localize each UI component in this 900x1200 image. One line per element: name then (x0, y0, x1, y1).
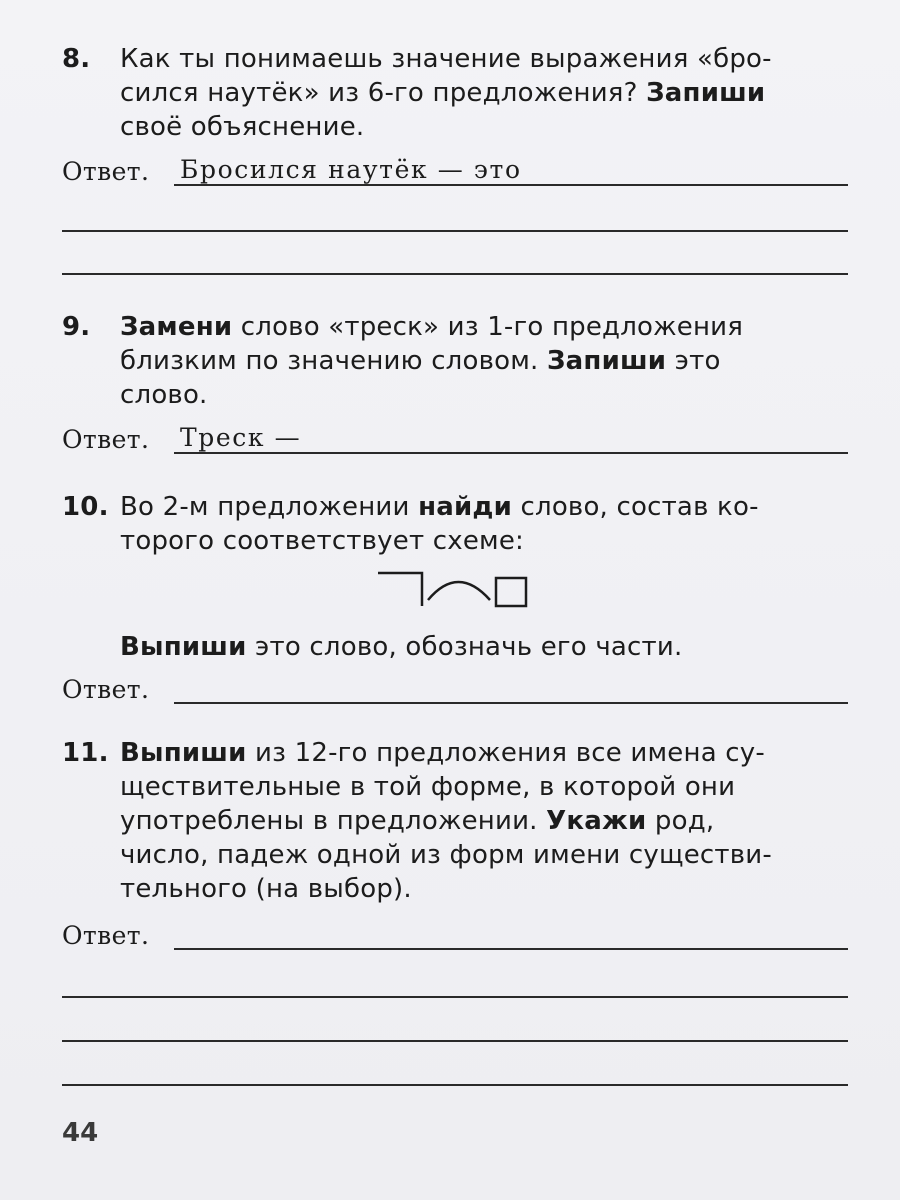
task-verb: Выпиши (120, 632, 247, 662)
answer-line[interactable] (62, 273, 848, 275)
answer-row (62, 916, 848, 956)
answer-text: Треск — (180, 423, 302, 452)
task-text-part: из 12-го предложения все имена су- (246, 738, 765, 768)
task-verb: Выпиши (120, 738, 247, 768)
answer-line[interactable] (174, 947, 848, 950)
task-text (120, 76, 848, 110)
task-text: своё объяснение. (120, 112, 365, 142)
answer-text: Бросился наутёк — это (180, 155, 522, 184)
task-verb: Запиши (646, 78, 766, 108)
task-text-part: Во 2-м предложении (120, 492, 419, 522)
task-text: слово. (120, 380, 208, 410)
answer-line[interactable] (62, 1040, 848, 1042)
task-text-part: слово «треск» из 1-го предложения (232, 312, 744, 342)
task-8 (62, 42, 848, 144)
task-text (120, 804, 848, 838)
task-text (120, 736, 848, 770)
word-structure-scheme (376, 570, 536, 614)
answer-row (62, 152, 848, 192)
root-arc (428, 582, 490, 600)
page-number: 44 (62, 1118, 99, 1148)
task-text-part: сился наутёк» из 6-го предложения? (120, 78, 647, 108)
task-text-part: близким по значению словом. (120, 346, 547, 376)
answer-line[interactable] (62, 230, 848, 232)
task-verb: Запиши (546, 346, 667, 376)
task-text-part: слово, состав ко- (512, 492, 759, 522)
task-number: 11. (62, 738, 109, 768)
ending-box (496, 578, 526, 606)
task-text: торого соответствует схеме: (120, 526, 525, 556)
answer-label: Ответ. (62, 157, 150, 186)
task-text (120, 310, 848, 344)
task-text-part: род, (646, 806, 715, 836)
task-text (120, 490, 848, 524)
answer-line[interactable] (62, 996, 848, 998)
task-10 (62, 490, 848, 558)
answer-label: Ответ. (62, 675, 150, 704)
answer-row (62, 420, 848, 460)
task-verb: Замени (120, 312, 233, 342)
answer-row (62, 670, 848, 710)
task-number: 10. (62, 492, 109, 522)
answer-line[interactable] (174, 701, 848, 704)
answer-line[interactable] (62, 1084, 848, 1086)
task-text (120, 344, 848, 378)
task-11 (62, 736, 848, 906)
task-text: ществительные в той форме, в которой они (120, 772, 736, 802)
answer-label: Ответ. (62, 921, 150, 950)
task-text-part: употреблены в предложении. (120, 806, 547, 836)
task-text: Как ты понимаешь значение выражения «бро- (120, 44, 772, 74)
task-text: тельного (на выбор). (120, 874, 412, 904)
task-verb: найди (418, 492, 513, 522)
task-9 (62, 310, 848, 412)
answer-label: Ответ. (62, 425, 150, 454)
task-10-part-2 (62, 630, 848, 664)
task-text (120, 630, 848, 664)
prefix-mark (378, 573, 422, 606)
task-number: 8. (62, 44, 91, 74)
task-text: число, падеж одной из форм имени существи- (120, 840, 772, 870)
task-text-part: это (666, 346, 721, 376)
task-text-part: это слово, обозначь его части. (246, 632, 683, 662)
task-number: 9. (62, 312, 91, 342)
task-verb: Укажи (546, 806, 647, 836)
